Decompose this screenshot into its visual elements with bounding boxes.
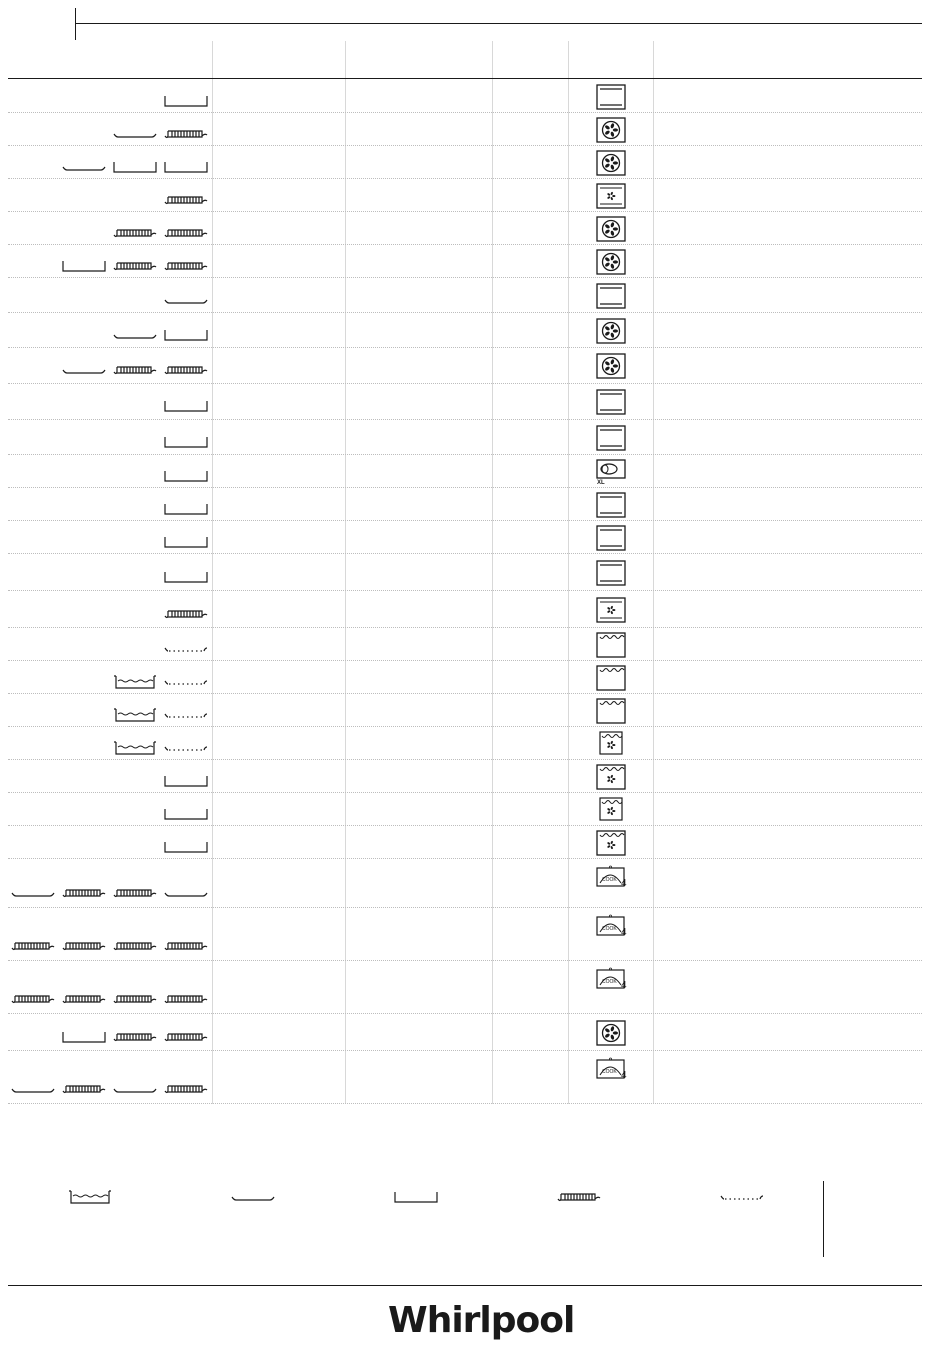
rack-accessory-icon [113,859,157,908]
table-header-rule [8,78,922,79]
drip-accessory-icon [164,521,208,554]
pan-accessory-icon [113,727,157,760]
drip-accessory-icon [164,760,208,793]
wire-accessory-icon [164,661,208,694]
drip-accessory-icon [164,313,208,348]
table-row [8,80,922,113]
rack-accessory-icon [113,961,157,1014]
table-row [8,455,922,488]
rack-accessory-icon [164,1014,208,1051]
rack-accessory-icon [164,908,208,961]
turbogrill-small-function-icon [596,793,626,826]
conventional-function-icon [596,521,626,554]
table-row [8,694,922,727]
table-row [8,1014,922,1051]
table-row [8,628,922,661]
baking-accessory-icon [11,1051,55,1104]
conventional-function-icon [596,384,626,420]
header-vertical-rule [75,8,76,40]
drip-accessory-icon [164,455,208,488]
table-row [8,245,922,278]
rack-accessory-icon [113,1014,157,1051]
svg-text:XL: XL [597,480,605,486]
rack-accessory-icon [113,908,157,961]
table-row [8,420,922,455]
turbogrill-function-icon [596,760,626,793]
convection-function-icon [596,212,626,245]
conventional-function-icon [596,488,626,521]
drip-accessory-icon [164,146,208,179]
rack-legend-icon [557,1190,601,1206]
maxi-function-icon [596,455,626,488]
table-row [8,760,922,793]
rack-accessory-icon [164,961,208,1014]
turbogrill-small-function-icon [596,727,626,760]
grill-function-icon [596,694,626,727]
rack-accessory-icon [164,1051,208,1104]
convection-function-icon [596,313,626,348]
wire-accessory-icon [164,694,208,727]
header-rule [75,23,922,24]
cook4-function-icon [596,961,626,1014]
drip-accessory-icon [62,245,106,278]
table-row [8,348,922,384]
turbo-function-icon [596,591,626,628]
table-row [8,146,922,179]
rack-accessory-icon [62,961,106,1014]
wire-accessory-icon [164,727,208,760]
whirlpool-logo: Whirlpool [388,1300,575,1341]
baking-accessory-icon [62,348,106,384]
rack-accessory-icon [164,348,208,384]
turbo-function-icon [596,179,626,212]
conventional-function-icon [596,420,626,455]
grill-function-icon [596,628,626,661]
rack-accessory-icon [113,348,157,384]
drip-accessory-icon [164,488,208,521]
convection-function-icon [596,348,626,384]
svg-text:COOK: COOK [602,877,617,883]
table-row [8,961,922,1014]
rack-accessory-icon [62,859,106,908]
convection-function-icon [596,245,626,278]
turbogrill-function-icon [596,826,626,859]
baking-accessory-icon [62,146,106,179]
svg-text:4: 4 [621,1070,627,1081]
rack-accessory-icon [113,245,157,278]
table-row [8,521,922,554]
drip-accessory-icon [113,146,157,179]
rack-accessory-icon [11,961,55,1014]
drip-accessory-icon [62,1014,106,1051]
rack-accessory-icon [62,908,106,961]
drip-accessory-icon [164,80,208,113]
table-row [8,212,922,245]
table-row [8,591,922,628]
table-row [8,727,922,760]
wire-accessory-icon [164,628,208,661]
convection-function-icon [596,146,626,179]
footer-rule [8,1285,922,1286]
baking-accessory-icon [164,278,208,313]
table-row [8,554,922,591]
svg-text:COOK: COOK [602,979,617,985]
table-row [8,179,922,212]
pan-accessory-icon [113,694,157,727]
table-row [8,488,922,521]
svg-text:4: 4 [621,878,627,889]
wire-legend-icon [720,1190,764,1206]
svg-text:4: 4 [621,980,627,991]
rack-accessory-icon [113,212,157,245]
pan-accessory-icon [113,661,157,694]
table-row [8,384,922,420]
cook4-function-icon [596,908,626,961]
table-row [8,859,922,908]
table-row [8,278,922,313]
rack-accessory-icon [11,908,55,961]
convection-function-icon [596,1014,626,1051]
drip-accessory-icon [164,554,208,591]
conventional-function-icon [596,80,626,113]
baking-accessory-icon [113,1051,157,1104]
rack-accessory-icon [164,591,208,628]
baking-accessory-icon [164,859,208,908]
table-row [8,826,922,859]
baking-accessory-icon [11,859,55,908]
table-row [8,1051,922,1104]
drip-accessory-icon [164,793,208,826]
rack-accessory-icon [62,1051,106,1104]
rack-accessory-icon [164,179,208,212]
table-row [8,793,922,826]
rack-accessory-icon [164,212,208,245]
table-row [8,113,922,146]
table-row [8,313,922,348]
baking-accessory-icon [113,313,157,348]
cook4-function-icon [596,1051,626,1104]
pan-legend-icon [68,1190,112,1206]
rack-accessory-icon [164,245,208,278]
drip-accessory-icon [164,420,208,455]
svg-text:COOK: COOK [602,926,617,932]
conventional-function-icon [596,554,626,591]
convection-function-icon [596,113,626,146]
drip-legend-icon [394,1190,438,1206]
baking-legend-icon [231,1190,275,1206]
legend-divider [823,1181,824,1257]
grill-function-icon [596,661,626,694]
table-row [8,908,922,961]
baking-accessory-icon [113,113,157,146]
svg-text:COOK: COOK [602,1069,617,1075]
drip-accessory-icon [164,384,208,420]
drip-accessory-icon [164,826,208,859]
svg-text:4: 4 [621,927,627,938]
cook4-function-icon [596,859,626,908]
table-row [8,661,922,694]
rack-accessory-icon [164,113,208,146]
conventional-function-icon [596,278,626,313]
